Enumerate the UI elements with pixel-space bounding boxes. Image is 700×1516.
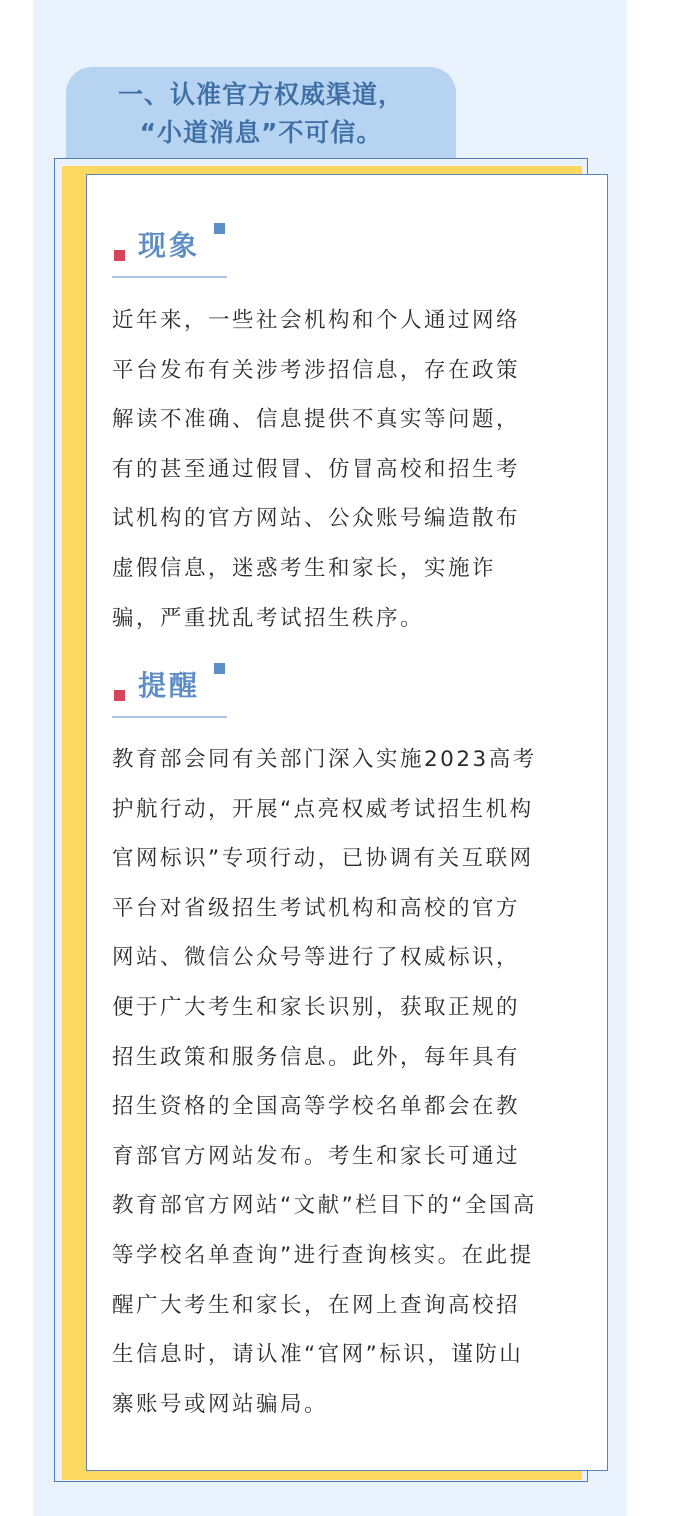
- blue-square-decoration: [214, 223, 225, 234]
- text-line: 招生政策和服务信息。此外，每年具有: [112, 1044, 521, 1070]
- paragraph-reminder: [112, 735, 582, 1429]
- text-line: 有的甚至通过假冒、仿冒高校和招生考: [112, 456, 521, 482]
- red-square-decoration: [114, 690, 125, 701]
- text-line: 教育部会同有关部门深入实施2023高考: [112, 747, 537, 772]
- text-line: 近年来，一些社会机构和个人通过网络: [112, 308, 521, 333]
- text-line: 网站、微信公众号等进行了权威标识，: [112, 945, 521, 971]
- heading-line-1: 一、认准官方权威渠道，: [117, 80, 404, 109]
- text-line: 育部官方网站发布。考生和家长可通过: [112, 1143, 521, 1169]
- text-line: 招生资格的全国高等学校名单都会在教: [112, 1094, 521, 1120]
- blue-square-decoration: [214, 663, 225, 674]
- heading-line-2: “小道消息”不可信。: [139, 118, 383, 147]
- text-line: 教育部官方网站“文献”栏目下的“全国高: [112, 1193, 537, 1219]
- section-title-label: 现象: [138, 229, 201, 262]
- section-title-reminder: [112, 658, 227, 718]
- text-line: 护航行动，开展“点亮权威考试招生机构: [112, 796, 534, 822]
- text-line: 便于广大考生和家长识别，获取正规的: [112, 994, 521, 1020]
- section-heading: [66, 76, 456, 152]
- text-line: 平台对省级招生考试机构和高校的官方: [112, 895, 521, 921]
- section-heading-tab: [66, 67, 456, 158]
- text-line: 官网标识”专项行动，已协调有关互联网: [112, 846, 534, 872]
- text-line: 骗，严重扰乱考试招生秩序。: [112, 605, 425, 631]
- section-title-label: 提醒: [138, 669, 201, 702]
- red-square-decoration: [114, 250, 125, 261]
- section-title-phenomenon: [112, 218, 227, 278]
- text-line: 试机构的官方网站、公众账号编造散布: [112, 506, 521, 532]
- section-title-underline: [112, 276, 227, 278]
- text-line: 寨账号或网站骗局。: [112, 1391, 329, 1417]
- text-line: 解读不准确、信息提供不真实等问题，: [112, 407, 521, 433]
- text-line: 虚假信息，迷惑考生和家长，实施诈: [112, 555, 497, 581]
- text-line: 等学校名单查询”进行查询核实。在此提: [112, 1242, 534, 1268]
- text-line: 生信息时，请认准“官网”标识，谨防山: [112, 1342, 524, 1368]
- text-line: 平台发布有关涉考涉招信息，存在政策: [112, 357, 521, 383]
- text-line: 醒广大考生和家长，在网上查询高校招: [112, 1292, 521, 1318]
- paragraph-phenomenon: [112, 296, 582, 643]
- section-title-underline: [112, 716, 227, 718]
